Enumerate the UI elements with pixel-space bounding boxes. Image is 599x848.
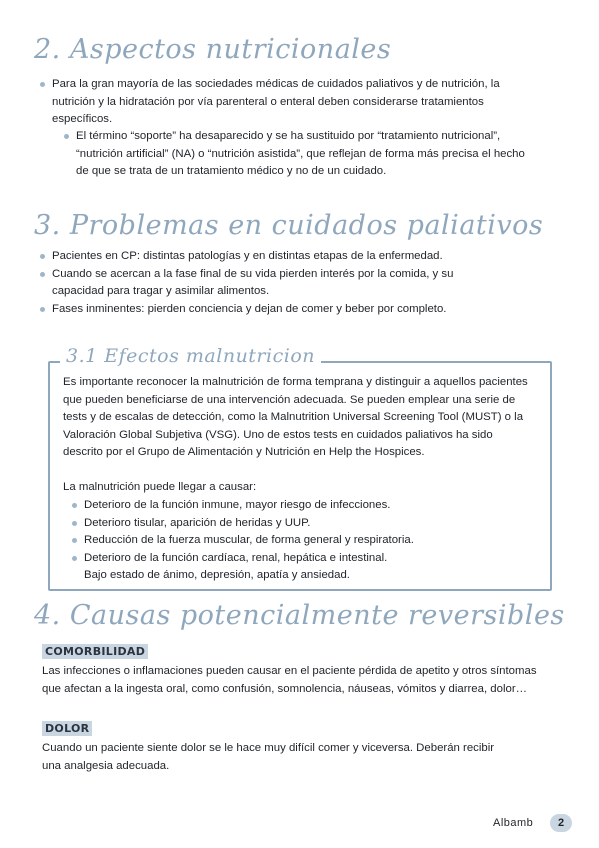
pain-text: Cuando un paciente siente dolor se le hace muy difícil comer y viceversa. Deberán recibir una analgesia adecuada.: [42, 742, 495, 772]
section-2-list: [40, 76, 540, 129]
list-item: [64, 128, 534, 181]
section-4-heading: 4. Causas potencialmente reversibles: [34, 600, 565, 631]
list-item: [72, 532, 532, 550]
list-item: [40, 76, 540, 129]
list-item: [40, 301, 525, 319]
box-lead: La malnutrición puede llegar a causar:: [63, 481, 257, 493]
bullet-icon: [72, 556, 77, 561]
bullet-icon: [40, 254, 45, 259]
list-item: [40, 248, 462, 266]
list-item-text: Fases inminentes: pierden conciencia y dejan de comer y beber por completo.: [52, 302, 447, 315]
list-item-text: Reducción de la fuerza muscular, de forma general y respiratoria.: [84, 534, 414, 546]
section-3-list: [40, 248, 525, 318]
list-item-text: Cuando se acercan a la fase final de su vida pierden interés por la comida, y su capacidad para tragar y asimilar alimentos.: [52, 267, 454, 297]
list-item-text: El término “soporte” ha desaparecido y se ha sustituido por “tratamiento nutricional”, “nutrición artificial” (NA) o “nutrición asistida”, que reflejan de forma más precisa el hecho de que se trata de un tratamiento médico y no de un cuidado.: [76, 130, 525, 177]
box-title: 3.1 Efectos malnutricion: [60, 345, 321, 367]
list-item-text: Deterioro tisular, aparición de heridas y UUP.: [84, 516, 311, 529]
list-item: [40, 266, 462, 301]
bullet-icon: [40, 272, 45, 277]
box-intro: Es importante reconocer la malnutrición de forma temprana y distinguir a aquellos pacientes que pueden beneficiarse de una intervención adecuada. Se pueden emplear una serie de tests y de escalas de detección, como la Malnutrition Universal Screening Tool (MUST) o la Valoración Global Subjetiva (VSG). Uno de estos tests en cuidados paliativos ha sido descrito por el Grupo de Alimentación y Nutrición en Help the Hospices.: [63, 376, 528, 458]
page-number-badge: 2: [550, 814, 572, 832]
list-item-text: Pacientes en CP: distintas patologías y en distintas etapas de la enfermedad.: [52, 250, 443, 262]
bullet-icon: [72, 503, 77, 508]
footer-brand: Albamb: [493, 817, 534, 829]
list-item: [72, 515, 532, 533]
bullet-icon: [64, 134, 69, 139]
box-last-line: Bajo estado de ánimo, depresión, apatía y ansiedad.: [84, 569, 350, 581]
bullet-icon: [72, 538, 77, 543]
list-item-text: Para la gran mayoría de las sociedades médicas de cuidados paliativos y de nutrición, la nutrición y la hidratación por vía parenteral o enteral deben considerarse tratamientos específicos.: [52, 78, 500, 125]
list-item: [72, 497, 532, 515]
list-item-text: Deterioro de la función cardíaca, renal, hepática e intestinal.: [84, 551, 388, 564]
comorbidity-text: Las infecciones o inflamaciones pueden causar en el paciente pérdida de apetito y otros síntomas que afectan a la ingesta oral, como confusión, somnolencia, náuseas, vómitos y diarrea, dolor…: [42, 665, 537, 695]
bullet-icon: [40, 307, 45, 312]
bullet-icon: [40, 82, 45, 87]
bullet-icon: [72, 521, 77, 526]
section-2-heading: 2. Aspectos nutricionales: [34, 34, 392, 65]
pain-tag: DOLOR: [42, 721, 92, 736]
list-item-text: Deterioro de la función inmune, mayor riesgo de infecciones.: [84, 499, 391, 511]
section-2-sublist: [64, 128, 534, 181]
list-item: [72, 550, 532, 568]
box-list: [72, 497, 532, 567]
section-3-heading: 3. Problemas en cuidados paliativos: [34, 210, 544, 241]
comorbidity-tag: COMORBILIDAD: [42, 644, 148, 659]
